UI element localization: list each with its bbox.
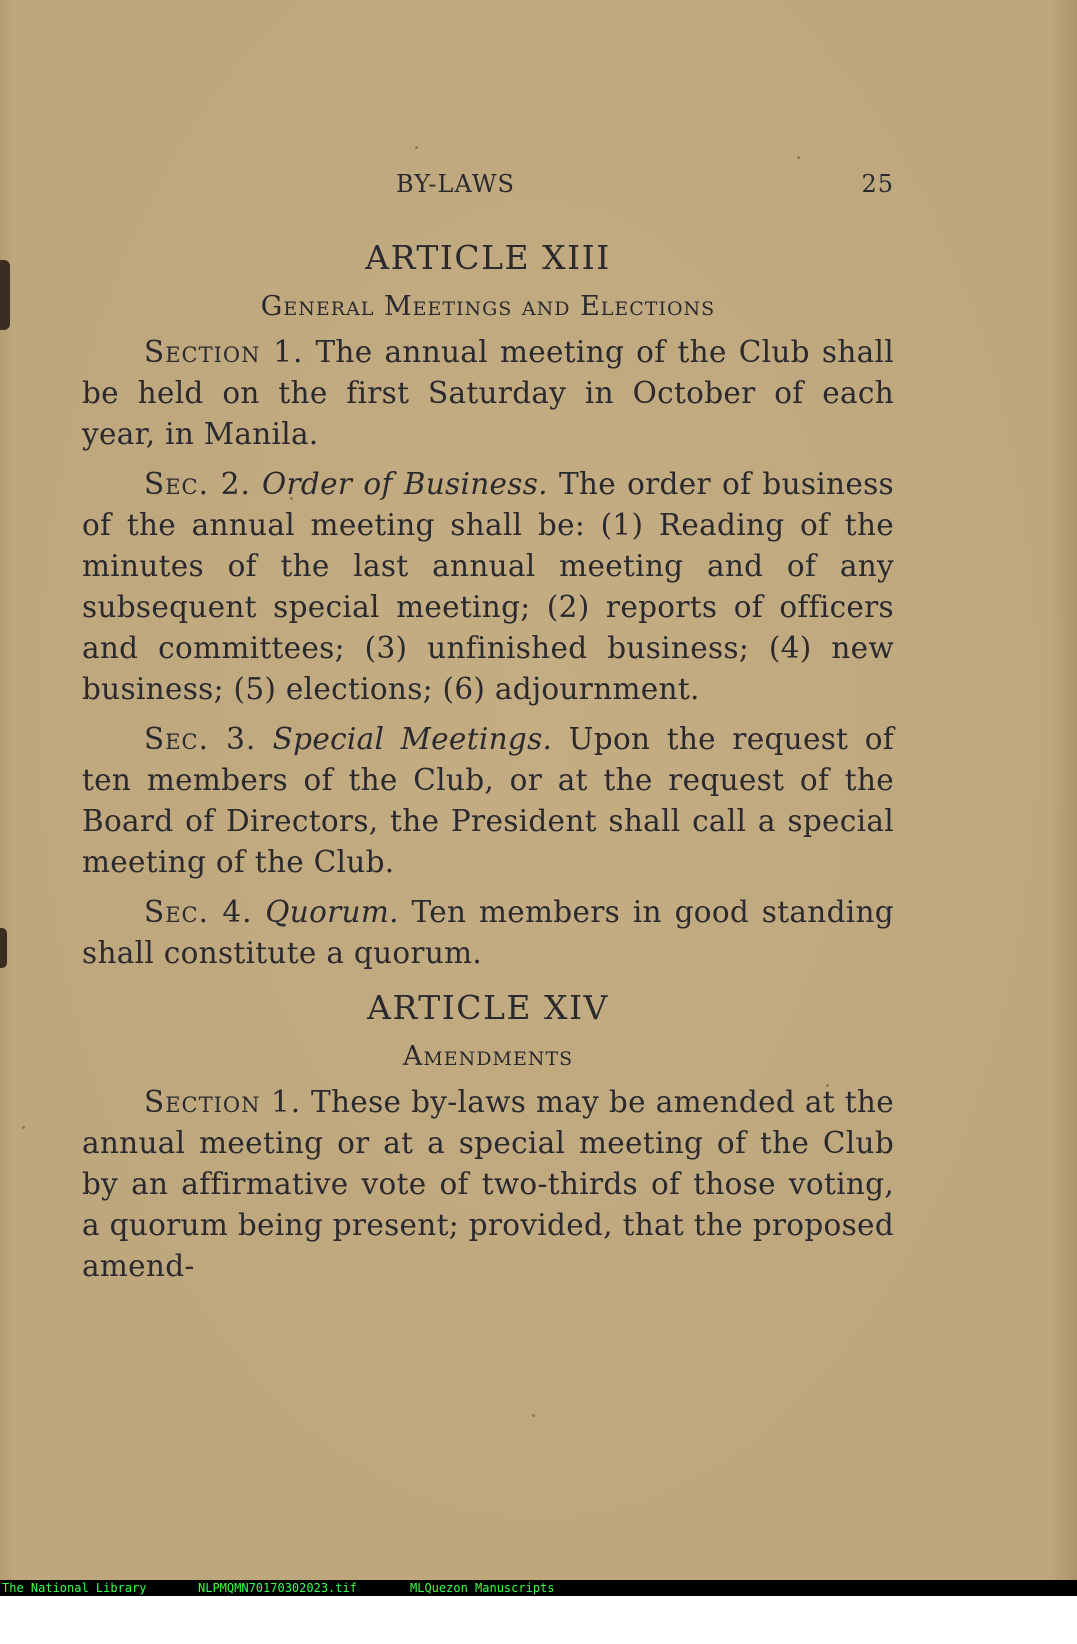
paper-fleck <box>415 146 418 149</box>
article-xiii-section-1 <box>82 332 894 455</box>
article-xiii-section-4 <box>82 892 894 974</box>
section-text: Ten members in good standing shall constitute a quorum. <box>82 895 894 970</box>
section-heading: Special Meetings. <box>272 722 553 756</box>
page-number: 25 <box>861 170 894 198</box>
article-xiii-section-3 <box>82 719 894 883</box>
footer-filename: NLPMQMN70170302023.tif <box>198 1581 357 1595</box>
section-text: Upon the request of ten members of the Club, or at the request of the Board of Directors, the President shall call a special meeting of the Club. <box>82 722 894 879</box>
section-label: Sec. 3. <box>144 722 257 756</box>
footer-library: The National Library <box>2 1581 147 1595</box>
section-label: Sec. 2. <box>144 467 251 501</box>
section-heading: Quorum. <box>265 895 399 929</box>
paper-tear-mark <box>0 928 7 968</box>
article-xiii-section-2 <box>82 464 894 710</box>
running-head <box>82 160 894 196</box>
page-text-block <box>82 160 894 1287</box>
section-label: Sec. 4. <box>144 895 253 929</box>
article-xiii-title: ARTICLE XIII <box>365 238 611 277</box>
article-xiv-title: ARTICLE XIV <box>367 988 609 1027</box>
section-label: Section 1. <box>144 1085 302 1119</box>
footer-collection: MLQuezon Manuscripts <box>410 1581 555 1595</box>
running-title: BY-LAWS <box>396 170 515 198</box>
paper-fleck <box>532 1414 535 1417</box>
paper-tear-mark <box>0 260 10 330</box>
section-text: The annual meeting of the Club shall be held on the first Saturday in October of each year, in Manila. <box>82 335 894 451</box>
section-text: These by-laws may be amended at the annual meeting or at a special meeting of the Club by an affirmative vote of two-thirds of those voting, a quorum being present; provided, that the proposed amend- <box>82 1085 894 1283</box>
paper-fleck <box>22 1126 25 1129</box>
section-heading: Order of Business. <box>262 467 548 501</box>
article-xiii-subtitle: General Meetings and Elections <box>260 291 716 322</box>
section-label: Section 1. <box>144 335 304 369</box>
section-text: The order of business of the annual meeting shall be: (1) Reading of the minutes of the last annual meeting and of any subsequent special meeting; (2) reports of officers and committees; (3) unfinished business; (4) new business; (5) elections; (6) adjournment. <box>82 467 894 706</box>
article-xiv-section-1 <box>82 1082 894 1287</box>
paper-fleck <box>797 156 800 159</box>
article-xiv-subtitle: Amendments <box>402 1041 574 1072</box>
scan-footer-bar <box>0 1580 1077 1596</box>
